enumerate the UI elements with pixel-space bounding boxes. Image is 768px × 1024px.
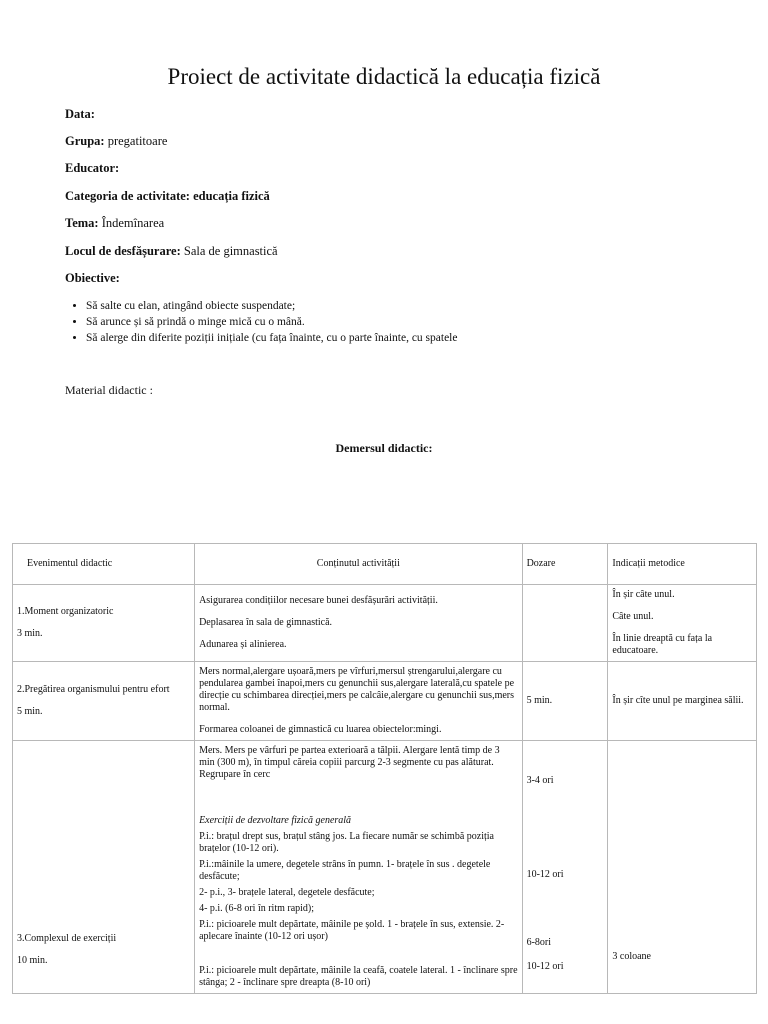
- row3-dose-4: 10-12 ori: [526, 961, 564, 972]
- header-continut: Conținutul activității: [195, 544, 523, 585]
- table-row: [13, 585, 757, 662]
- activity-table: [12, 543, 757, 994]
- row3-dose-3: 6-8ori: [526, 937, 552, 948]
- row3-content-6: P.i.: picioarele mult depărtate, mâinile pe șold. 1 - brațele în sus, extensie. 2- aplecare înainte (10-12 ori ușor): [199, 919, 505, 942]
- header-dozare: Dozare: [522, 544, 608, 585]
- row1-event-cell: [13, 585, 195, 662]
- row3-content-cell: [195, 741, 523, 994]
- grupa-value: pregatitoare: [107, 134, 168, 148]
- row3-content-5: 4- p.i. (6-8 ori în ritm rapid);: [199, 903, 315, 914]
- row3-content-7: P.i.: picioarele mult depărtate, mâinile la ceafă, coatele lateral. 1 - înclinare spre stânga; 2 - înclinare spre dreapta (8-10 ori): [199, 965, 518, 988]
- row2-event-cell: [13, 662, 195, 741]
- obiective-label: Obiective:: [65, 271, 120, 285]
- tema-label: Tema:: [65, 216, 99, 230]
- row1-content-2: Deplasarea în sala de gimnastică.: [199, 617, 333, 628]
- row1-note-2: Câte unul.: [612, 611, 654, 622]
- row3-content-1: Mers. Mers pe vârfuri pe partea exterioară a tălpii. Alergare lentă timp de 3 min (300 m), în timpul căreia copiii parcurg 2-3 segmente cu pas alăturat. Regrupare în cerc: [199, 745, 500, 780]
- row1-time: 3 min.: [17, 628, 43, 639]
- data-label: Data:: [65, 107, 95, 121]
- table-header-row: [13, 544, 757, 585]
- row1-note-1: În șir câte unul.: [612, 589, 675, 600]
- row1-event: 1.Moment organizatoric: [17, 606, 114, 617]
- table-row: [13, 662, 757, 741]
- row3-content-3: P.i.:mâinile la umere, degetele strâns în pumn. 1- brațele în sus . degetele desfăcute;: [199, 859, 491, 882]
- row1-notes-cell: [608, 585, 757, 662]
- row3-dose-1: 3-4 ori: [526, 775, 554, 786]
- document-title: Proiect de activitate didactică la educația fizică: [167, 64, 601, 89]
- locul-label: Locul de desfășurare:: [65, 244, 181, 258]
- row1-content-cell: [195, 585, 523, 662]
- row2-dose: 5 min.: [522, 662, 608, 741]
- row3-event: 3.Complexul de exerciții: [17, 933, 117, 944]
- header-indicatii: Indicații metodice: [608, 544, 757, 585]
- table-row: [13, 741, 757, 994]
- row2-notes: În șir cîte unul pe marginea sălii.: [608, 662, 757, 741]
- objective-item: • Să salte cu elan, atingând obiecte suspendate;: [86, 298, 457, 314]
- header-eveniment: Evenimentul didactic: [13, 544, 195, 585]
- row1-dose: [522, 585, 608, 662]
- row1-content-3: Adunarea și alinierea.: [199, 639, 287, 650]
- grupa-label: Grupa:: [65, 134, 105, 148]
- objectives-list: [70, 298, 457, 346]
- field-obiective: [65, 271, 120, 286]
- field-categoria: [65, 189, 270, 204]
- tema-value: Îndemînarea: [101, 216, 165, 230]
- educator-label: Educator:: [65, 161, 120, 175]
- demersul-heading: Demersul didactic:: [335, 441, 433, 455]
- row1-content-1: Asigurarea condițiilor necesare bunei desfășurări activității.: [199, 595, 438, 606]
- row3-content-4: 2- p.i., 3- brațele lateral, degetele desfăcute;: [199, 887, 375, 898]
- row3-event-cell: [13, 741, 195, 994]
- objective-item: • Să alerge din diferite poziții inițiale (cu fața înainte, cu o parte înainte, cu spatele: [86, 330, 457, 346]
- row2-content-1: Mers normal,alergare ușoară,mers pe vîrfuri,mersul ștrengarului,alergare cu pendularea gambei înapoi,mers cu genunchii sus,alergare laterală,cu spatele pe direcție cu schimbarea direcției,mers pe calcâie,alergare cu genunchii sus,mers normal.: [199, 666, 515, 713]
- material-didactic: Material didactic :: [65, 383, 153, 397]
- row3-heading: Exerciții de dezvoltare fizică generală: [199, 815, 352, 826]
- row2-time: 5 min.: [17, 706, 43, 717]
- row3-dose-2: 10-12 ori: [526, 869, 564, 880]
- row2-event: 2.Pregătirea organismului pentru efort: [17, 684, 170, 695]
- field-tema: [65, 216, 164, 231]
- row3-notes-cell: [608, 741, 757, 994]
- field-data: [65, 107, 95, 122]
- row2-content-2: Formarea coloanei de gimnastică cu luarea obiectelor:mingi.: [199, 724, 442, 735]
- row1-note-3: În linie dreaptă cu fața la educatoare.: [612, 633, 713, 656]
- row3-notes: 3 coloane: [612, 951, 651, 962]
- row2-content-cell: [195, 662, 523, 741]
- field-educator: [65, 161, 119, 176]
- field-grupa: [65, 134, 167, 149]
- objective-item: • Să arunce și să prindă o minge mică cu o mână.: [86, 314, 457, 330]
- categoria-label: Categoria de activitate: educația fizică: [65, 189, 270, 203]
- row3-content-2: P.i.: brațul drept sus, brațul stâng jos. La fiecare număr se schimbă poziția brațelor (10-12 ori).: [199, 831, 494, 854]
- row3-dose-cell: [522, 741, 608, 994]
- locul-value: Sala de gimnastică: [183, 244, 278, 258]
- row3-time: 10 min.: [17, 955, 48, 966]
- field-locul: [65, 244, 278, 259]
